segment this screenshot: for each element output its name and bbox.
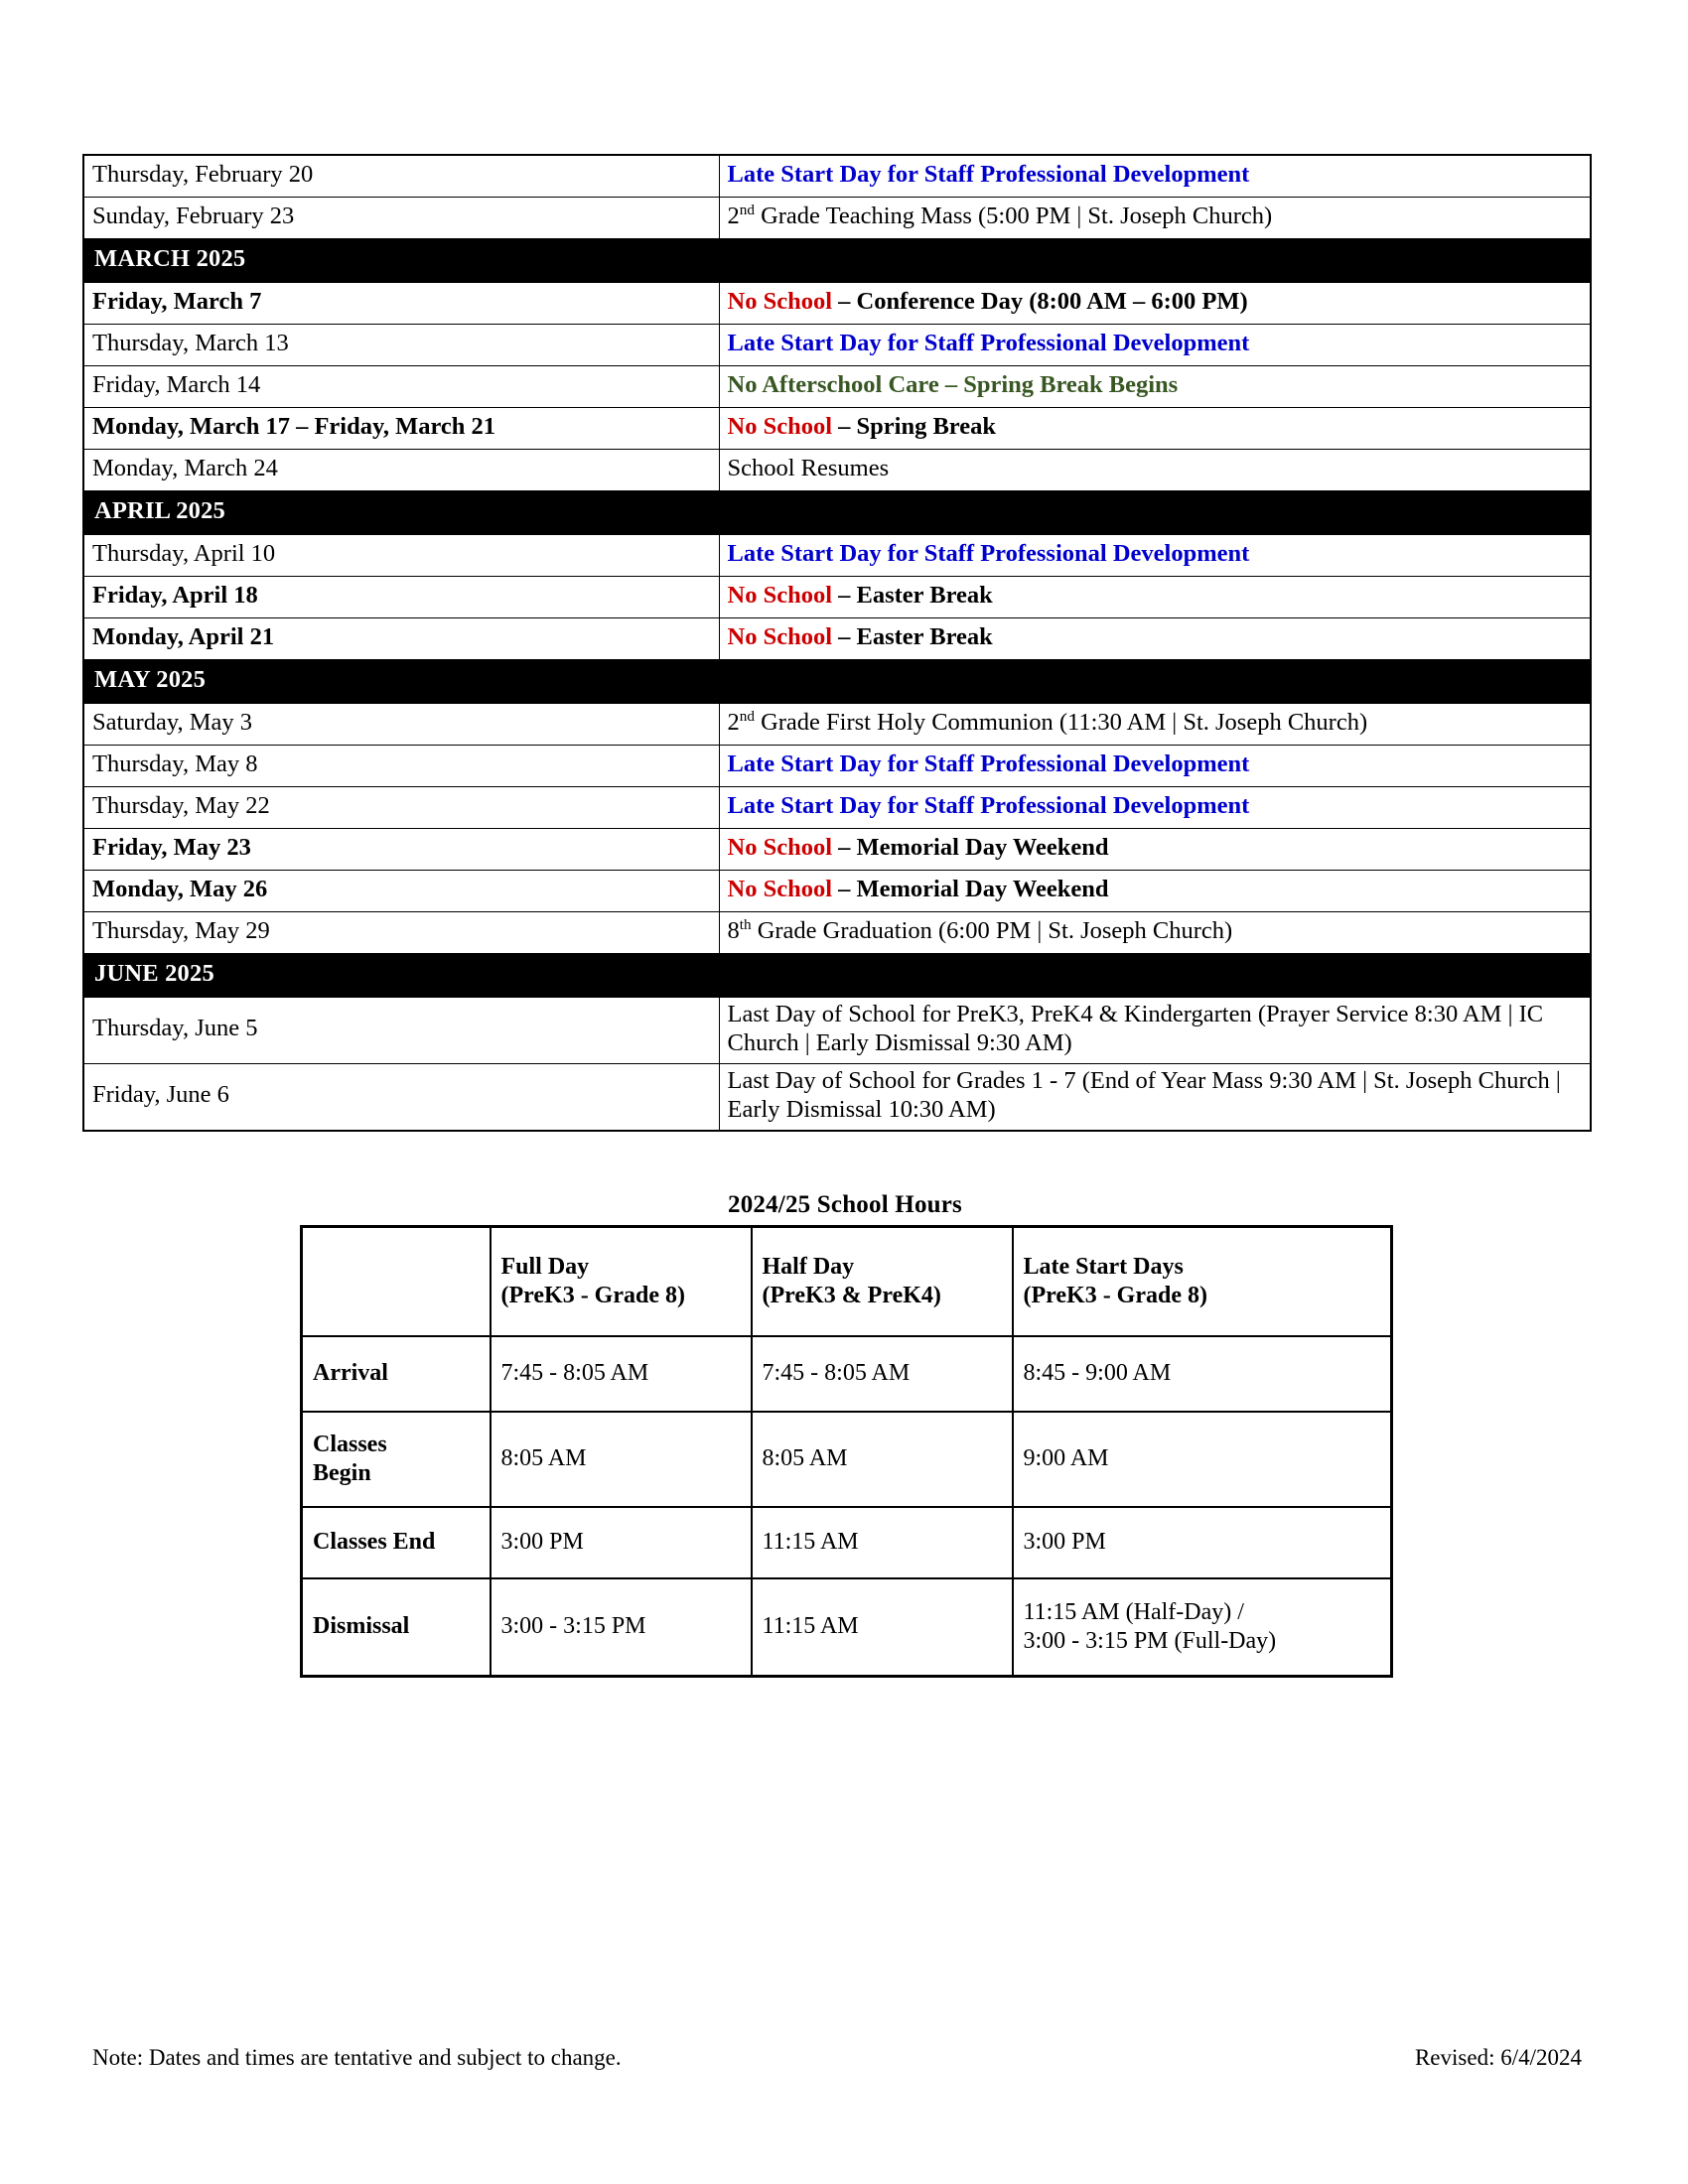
calendar-date-cell: Thursday, June 5 xyxy=(83,998,719,1064)
calendar-date-cell: Friday, March 7 xyxy=(83,283,719,325)
calendar-event-cell: No Afterschool Care – Spring Break Begins xyxy=(719,366,1591,408)
hours-classes-end-full-day: 3:00 PM xyxy=(491,1507,752,1578)
table-row xyxy=(302,1578,1392,1677)
calendar-date-cell: Thursday, April 10 xyxy=(83,535,719,577)
page-footer xyxy=(92,2045,1582,2071)
calendar-event-cell: No School – Conference Day (8:00 AM – 6:00 PM) xyxy=(719,283,1591,325)
school-hours-corner-cell xyxy=(302,1227,491,1337)
calendar-date-cell: Thursday, February 20 xyxy=(83,155,719,198)
table-row xyxy=(83,1063,1591,1130)
table-row xyxy=(83,871,1591,912)
calendar-month-label: JUNE 2025 xyxy=(83,954,1591,998)
table-row xyxy=(83,198,1591,239)
table-row xyxy=(83,283,1591,325)
calendar-month-header-row xyxy=(83,954,1591,998)
school-hours-header xyxy=(302,1227,1392,1337)
calendar-date-cell: Monday, March 24 xyxy=(83,450,719,491)
footer-note: Note: Dates and times are tentative and subject to change. xyxy=(92,2045,622,2070)
school-hours-col-full-day xyxy=(491,1227,752,1337)
hours-arrival-late-start: 8:45 - 9:00 AM xyxy=(1013,1336,1392,1412)
calendar-date-cell: Monday, May 26 xyxy=(83,871,719,912)
school-hours-title: 2024/25 School Hours xyxy=(728,1191,962,1218)
table-row xyxy=(83,829,1591,871)
calendar-date-cell: Thursday, March 13 xyxy=(83,325,719,366)
col-late-start-line1: Late Start Days xyxy=(1023,1253,1184,1280)
table-row xyxy=(83,704,1591,746)
table-row xyxy=(83,366,1591,408)
calendar-event-cell: Late Start Day for Staff Professional Development xyxy=(719,787,1591,829)
calendar-month-header-row xyxy=(83,660,1591,704)
calendar-month-label: MARCH 2025 xyxy=(83,239,1591,283)
table-row xyxy=(302,1336,1392,1412)
hours-arrival-full-day: 7:45 - 8:05 AM xyxy=(491,1336,752,1412)
calendar-event-cell: 8th Grade Graduation (6:00 PM | St. Joseph Church) xyxy=(719,912,1591,954)
dismissal-late-start-line1: 11:15 AM (Half-Day) / xyxy=(1023,1598,1244,1625)
classes-begin-line1: Classes xyxy=(313,1431,387,1457)
table-row xyxy=(83,325,1591,366)
calendar-date-cell: Thursday, May 8 xyxy=(83,746,719,787)
calendar-event-cell: School Resumes xyxy=(719,450,1591,491)
table-row xyxy=(83,408,1591,450)
hours-classes-end-late-start: 3:00 PM xyxy=(1013,1507,1392,1578)
school-hours-body xyxy=(302,1336,1392,1677)
table-row xyxy=(83,535,1591,577)
hours-row-label-classes-end: Classes End xyxy=(302,1507,491,1578)
calendar-event-cell: No School – Memorial Day Weekend xyxy=(719,871,1591,912)
school-hours-col-half-day xyxy=(752,1227,1013,1337)
calendar-date-cell: Saturday, May 3 xyxy=(83,704,719,746)
table-row xyxy=(302,1507,1392,1578)
col-full-day-line1: Full Day xyxy=(500,1253,590,1280)
calendar-date-cell: Friday, April 18 xyxy=(83,577,719,618)
table-row xyxy=(302,1412,1392,1507)
calendar-event-cell: 2nd Grade First Holy Communion (11:30 AM | St. Joseph Church) xyxy=(719,704,1591,746)
hours-dismissal-late-start xyxy=(1013,1578,1392,1677)
calendar-event-cell: Late Start Day for Staff Professional Development xyxy=(719,325,1591,366)
school-hours-table xyxy=(300,1225,1393,1678)
footer-revised-date: Revised: 6/4/2024 xyxy=(1414,2045,1582,2070)
classes-begin-line2: Begin xyxy=(313,1460,371,1486)
calendar-date-cell: Thursday, May 22 xyxy=(83,787,719,829)
table-row xyxy=(83,746,1591,787)
academic-calendar-section xyxy=(82,154,1590,1132)
calendar-event-cell: No School – Easter Break xyxy=(719,577,1591,618)
calendar-event-cell: Last Day of School for Grades 1 - 7 (End of Year Mass 9:30 AM | St. Joseph Church | Early Dismissal 10:30 AM) xyxy=(719,1063,1591,1130)
table-row xyxy=(83,618,1591,660)
calendar-event-cell: No School – Spring Break xyxy=(719,408,1591,450)
calendar-event-cell: Last Day of School for PreK3, PreK4 & Kindergarten (Prayer Service 8:30 AM | IC Church | Early Dismissal 9:30 AM) xyxy=(719,998,1591,1064)
hours-row-label-arrival: Arrival xyxy=(302,1336,491,1412)
calendar-date-cell: Thursday, May 29 xyxy=(83,912,719,954)
calendar-event-cell: 2nd Grade Teaching Mass (5:00 PM | St. Joseph Church) xyxy=(719,198,1591,239)
table-row xyxy=(83,787,1591,829)
school-hours-col-late-start xyxy=(1013,1227,1392,1337)
col-full-day-line2: (PreK3 - Grade 8) xyxy=(500,1283,685,1308)
school-hours-section xyxy=(300,1191,1390,1678)
hours-row-label-dismissal: Dismissal xyxy=(302,1578,491,1677)
hours-arrival-half-day: 7:45 - 8:05 AM xyxy=(752,1336,1013,1412)
table-row xyxy=(83,912,1591,954)
hours-classes-begin-late-start: 9:00 AM xyxy=(1013,1412,1392,1507)
table-row xyxy=(83,450,1591,491)
calendar-month-header-row xyxy=(83,239,1591,283)
hours-classes-begin-half-day: 8:05 AM xyxy=(752,1412,1013,1507)
calendar-date-cell: Friday, June 6 xyxy=(83,1063,719,1130)
hours-row-label-classes-begin xyxy=(302,1412,491,1507)
col-half-day-line1: Half Day xyxy=(762,1253,855,1280)
calendar-month-label: MAY 2025 xyxy=(83,660,1591,704)
academic-calendar-table xyxy=(82,154,1592,1132)
calendar-month-label: APRIL 2025 xyxy=(83,491,1591,535)
hours-dismissal-full-day: 3:00 - 3:15 PM xyxy=(491,1578,752,1677)
calendar-date-cell: Monday, April 21 xyxy=(83,618,719,660)
calendar-event-cell: No School – Easter Break xyxy=(719,618,1591,660)
school-hours-header-row xyxy=(302,1227,1392,1337)
calendar-event-cell: Late Start Day for Staff Professional Development xyxy=(719,155,1591,198)
hours-classes-end-half-day: 11:15 AM xyxy=(752,1507,1013,1578)
calendar-event-cell: No School – Memorial Day Weekend xyxy=(719,829,1591,871)
calendar-date-cell: Friday, March 14 xyxy=(83,366,719,408)
calendar-date-cell: Friday, May 23 xyxy=(83,829,719,871)
hours-classes-begin-full-day: 8:05 AM xyxy=(491,1412,752,1507)
dismissal-late-start-line2: 3:00 - 3:15 PM (Full-Day) xyxy=(1023,1628,1277,1654)
hours-dismissal-half-day: 11:15 AM xyxy=(752,1578,1013,1677)
table-row xyxy=(83,577,1591,618)
table-row xyxy=(83,998,1591,1064)
calendar-table-body xyxy=(83,155,1591,1131)
col-late-start-line2: (PreK3 - Grade 8) xyxy=(1023,1283,1207,1308)
calendar-month-header-row xyxy=(83,491,1591,535)
calendar-event-cell: Late Start Day for Staff Professional Development xyxy=(719,535,1591,577)
calendar-date-cell: Monday, March 17 – Friday, March 21 xyxy=(83,408,719,450)
calendar-event-cell: Late Start Day for Staff Professional Development xyxy=(719,746,1591,787)
table-row xyxy=(83,155,1591,198)
col-half-day-line2: (PreK3 & PreK4) xyxy=(762,1283,941,1308)
calendar-date-cell: Sunday, February 23 xyxy=(83,198,719,239)
